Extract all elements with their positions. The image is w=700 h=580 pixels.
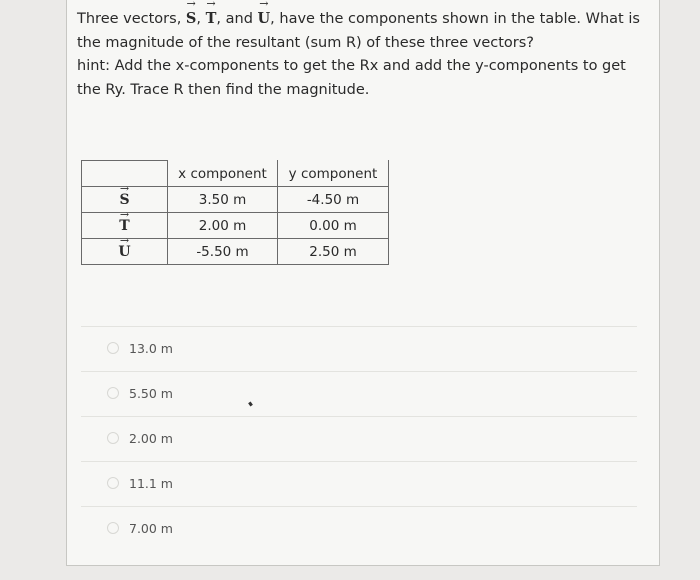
- table-header-cell: x component: [168, 161, 278, 187]
- table-x-cell: 3.50 m: [168, 187, 278, 213]
- table-x-cell: 2.00 m: [168, 213, 278, 239]
- answer-label: 7.00 m: [129, 521, 173, 536]
- answer-options: [81, 326, 637, 551]
- vector-arrow-icon: →: [186, 0, 196, 10]
- question-prompt: [77, 0, 651, 55]
- components-table: [81, 160, 389, 265]
- vector-arrow-icon: →: [206, 0, 216, 10]
- table-vector-cell: → S: [82, 187, 168, 213]
- vector-arrow-icon: →: [119, 181, 130, 195]
- radio-icon[interactable]: [107, 477, 119, 489]
- question-part1: Three vectors,: [77, 11, 182, 27]
- table-vector-cell: → U: [82, 239, 168, 265]
- question-text: [77, 0, 651, 102]
- vector-arrow-icon: →: [259, 0, 269, 10]
- table-header-cell: y component: [278, 161, 389, 187]
- table-y-cell: 2.50 m: [278, 239, 389, 265]
- vector-u-symbol: → U: [257, 0, 271, 27]
- radio-icon[interactable]: [107, 387, 119, 399]
- table-y-cell: 0.00 m: [278, 213, 389, 239]
- question-sep1: ,: [196, 11, 201, 27]
- vector-t-symbol: → T: [205, 0, 217, 27]
- answer-label: 2.00 m: [129, 431, 173, 446]
- answer-label: 5.50 m: [129, 386, 173, 401]
- answer-option[interactable]: [81, 461, 637, 506]
- answer-option[interactable]: [81, 416, 637, 461]
- radio-icon[interactable]: [107, 522, 119, 534]
- vector-arrow-icon: →: [119, 233, 130, 247]
- answer-label: 13.0 m: [129, 341, 173, 356]
- answer-option[interactable]: [81, 371, 637, 416]
- question-hint: hint: Add the x-components to get the Rx and add the y-components to get the Ry. Trace R then find the magnitude.: [77, 58, 626, 98]
- question-part2: , have the components shown in the table. What is the magnitude of the resultant (sum R) of these three vectors?: [77, 11, 640, 51]
- vector-s-symbol: → S: [185, 0, 197, 27]
- table-x-cell: -5.50 m: [168, 239, 278, 265]
- table-y-cell: -4.50 m: [278, 187, 389, 213]
- answer-option[interactable]: [81, 326, 637, 371]
- answer-option[interactable]: [81, 506, 637, 551]
- radio-icon[interactable]: [107, 432, 119, 444]
- question-card: [66, 0, 660, 566]
- answer-label: 11.1 m: [129, 476, 173, 491]
- table-vector-cell: → T: [82, 213, 168, 239]
- table-row: [82, 239, 389, 265]
- vector-arrow-icon: →: [119, 207, 130, 221]
- radio-icon[interactable]: [107, 342, 119, 354]
- question-sep2: , and: [216, 11, 253, 27]
